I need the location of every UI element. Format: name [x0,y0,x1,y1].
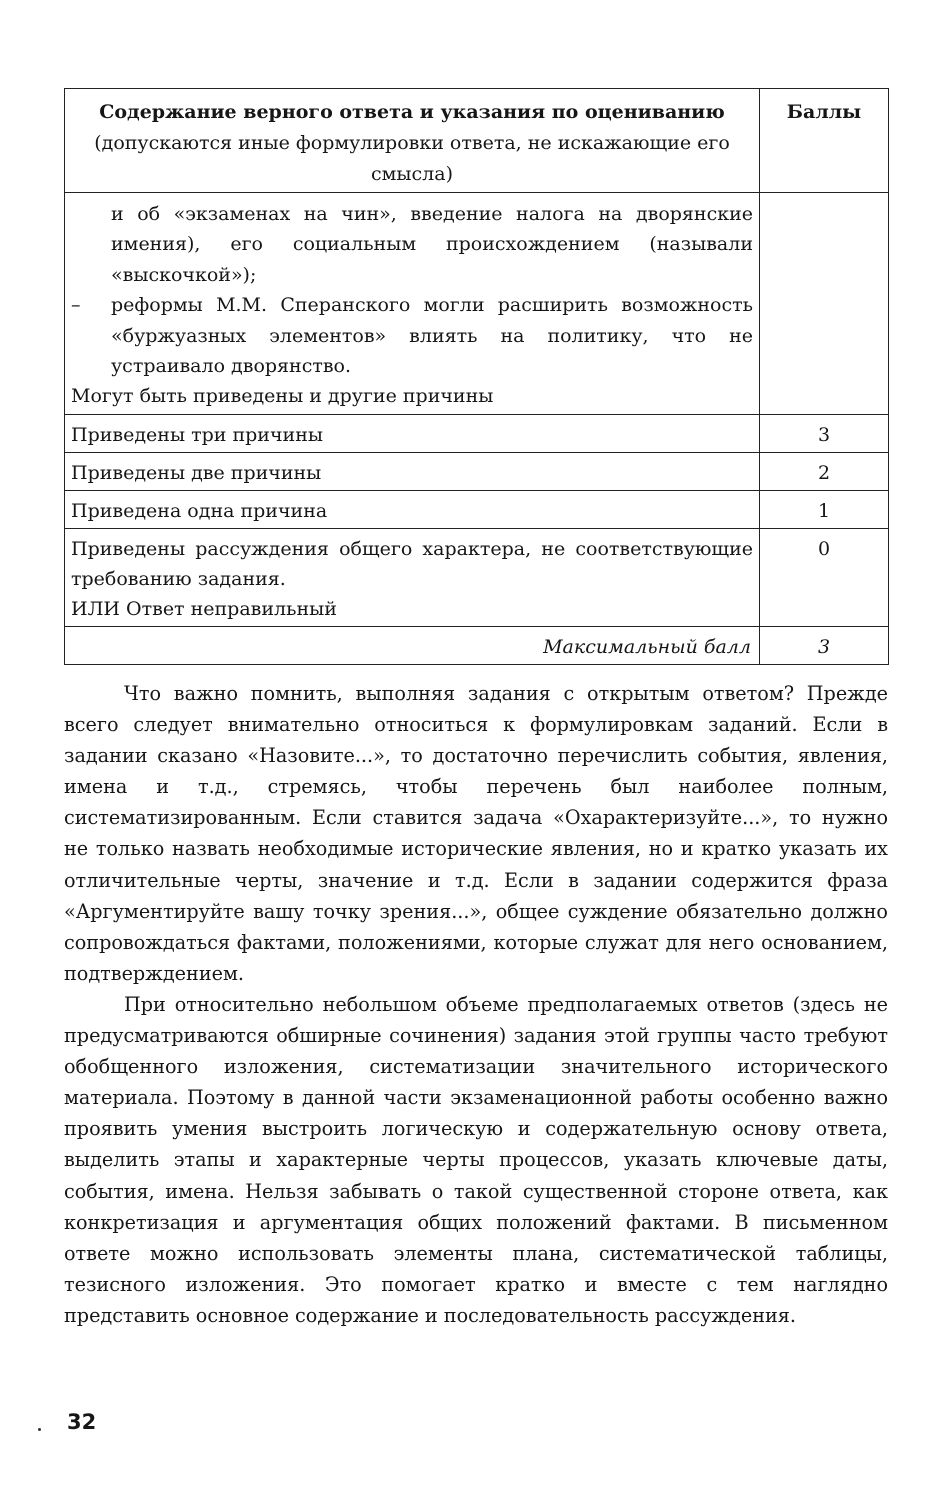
bullet-dash: – [71,294,81,317]
body-text [64,678,888,1331]
table-header-row [65,89,889,193]
criterion-label-cell [65,528,760,626]
table-row [65,414,889,452]
answer-score-cell [760,193,889,415]
paragraph: Что важно помнить, выполняя задания с открытым ответом? Прежде всего следует внимательно относиться к формулировкам заданий. Если в задании сказано «Назовите...», то достаточно перечислить события, явления, имена и т.д., стремясь, чтобы перечень был наиболее полным, систематизированным. Если ставится задача «Охарактеризуйте...», то нужно не только назвать необходимые исторические явления, но и кратко указать их отличительные черты, значение и т.д. Если в задании содержится фраза «Аргументируйте вашу точку зрения...», общее суждение обязательно должно сопровождаться фактами, положениями, которые служат для него основанием, подтверждением. [64,682,888,985]
answer-continuation: и об «экзаменах на чин», введение налога на дворянские имения), его социальным происхождением (называли «выскочкой»); [111,203,753,286]
grading-table [64,88,889,665]
answer-row [65,193,889,415]
criterion-label: Приведены рассуждения общего характера, не соответствующие требованию задания. [71,537,753,590]
table-row [65,528,889,626]
answer-content-cell [65,193,760,415]
criterion-score: 3 [760,414,889,452]
scan-speck [38,1428,41,1431]
max-score-value: 3 [760,626,889,664]
header-content-note: (допускаются иные формулировки ответа, не искажающие его смысла) [94,132,730,185]
max-score-label: Максимальный балл [65,626,760,664]
criterion-label: Приведены три причины [65,414,760,452]
answer-bullet-item [71,290,753,381]
criterion-label: Приведены две причины [65,452,760,490]
grading-table-wrapper [64,88,888,665]
criterion-score: 0 [760,528,889,626]
criterion-label-extra: ИЛИ Ответ неправильный [71,597,337,620]
table-row [65,490,889,528]
header-score-cell: Баллы [760,89,889,193]
paragraph: При относительно небольшом объеме предполагаемых ответов (здесь не предусматриваются обширные сочинения) задания этой группы часто требуют обобщенного изложения, систематизации значительного исторического материала. Поэтому в данной части экзаменационной работы особенно важно проявить умения выстроить логическую и содержательную основу ответа, выделить этапы и характерные черты процессов, указать ключевые даты, события, имена. Нельзя забывать о такой существенной стороне ответа, как конкретизация и аргументация общих положений фактами. В письменном ответе можно использовать элементы плана, систематической таблицы, тезисного изложения. Это помогает кратко и вместе с тем наглядно представить основное содержание и последовательность рассуждения. [64,992,888,1327]
page-number: 32 [67,1410,97,1434]
criterion-score: 1 [760,490,889,528]
criterion-label: Приведена одна причина [65,490,760,528]
answer-note: Могут быть приведены и другие причины [71,385,494,408]
header-content-title: Содержание верного ответа и указания по оцениванию [99,101,725,123]
criterion-score: 2 [760,452,889,490]
header-content-cell [65,89,760,193]
table-row [65,452,889,490]
answer-bullet-text: реформы М.М. Сперанского могли расширить возможность «буржуазных элементов» влиять на политику, что не устраивало дворянство. [111,294,753,378]
max-score-row [65,626,889,664]
